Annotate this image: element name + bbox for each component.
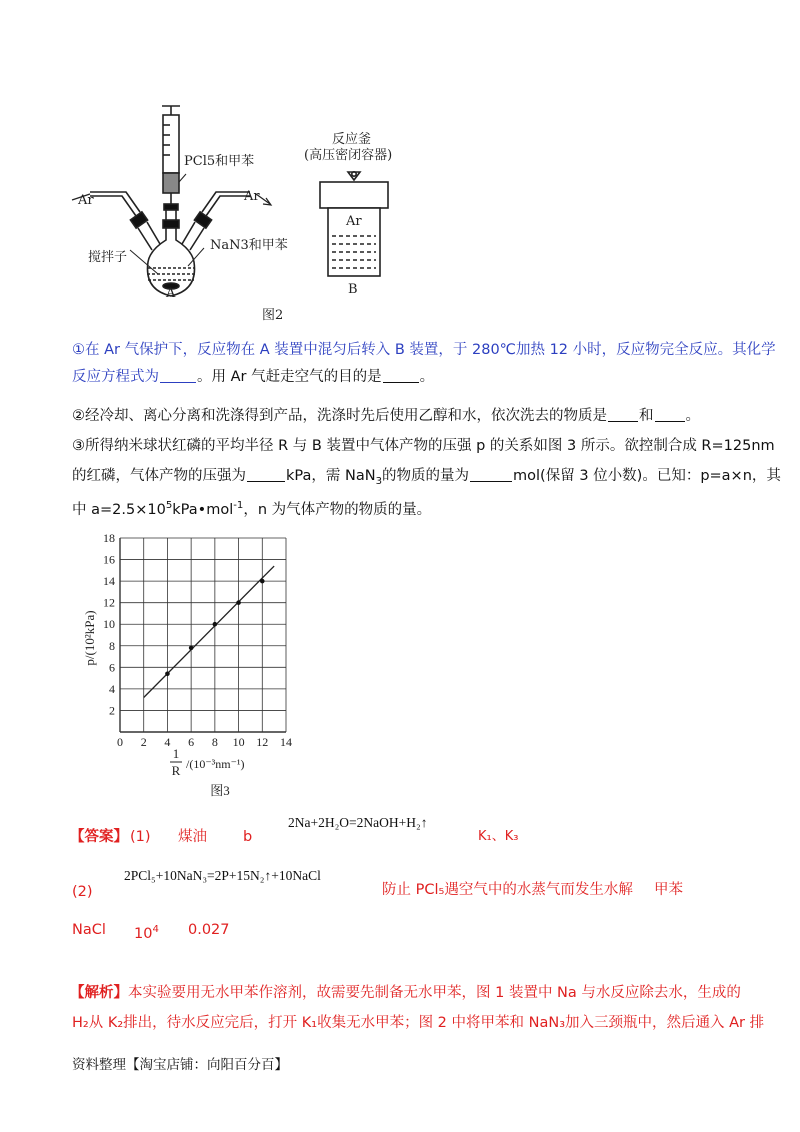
x-tick-label: 14 xyxy=(280,735,292,749)
answer-pressure-base: 10 xyxy=(134,925,153,942)
x-axis-label-denominator: R xyxy=(171,763,181,778)
answer-valves: K₁、K₃ xyxy=(478,829,519,844)
question-1-line-1: ①在 Ar 气保护下，反应物在 A 装置中混匀后转入 B 装置，于 280℃加热 12 小时，反应物完全反应。其化学 xyxy=(72,342,776,358)
label-stirrer: 搅拌子 xyxy=(88,250,128,265)
data-point xyxy=(165,672,170,677)
y-tick-label: 2 xyxy=(109,703,115,718)
q3-sup-minus-1: -1 xyxy=(233,500,244,511)
answer-blank xyxy=(470,467,512,482)
x-tick-label: 4 xyxy=(164,735,171,749)
x-tick-label: 8 xyxy=(211,735,218,749)
y-tick-label: 16 xyxy=(103,552,115,567)
data-point xyxy=(236,600,241,605)
q3-text-f: kPa•mol xyxy=(172,501,234,518)
label-ar-vessel: Ar xyxy=(346,214,362,229)
answer-label: 【答案】 xyxy=(70,829,128,845)
analysis-label: 【解析】 xyxy=(70,985,128,1001)
question-1-line-2 xyxy=(72,367,434,387)
y-tick-label: 8 xyxy=(109,638,115,653)
answer-equation-1: 2Na+2H₂O=2NaOH+H₂↑ xyxy=(288,815,428,830)
answer-prevent-hydrolysis: 防止 PCl₅遇空气中的水蒸气而发生水解 xyxy=(382,882,633,898)
q2-text-b: 和 xyxy=(639,408,654,424)
y-tick-label: 14 xyxy=(103,574,115,589)
label-ar-out: Ar xyxy=(244,189,260,204)
q3-text-d: mol(保留 3 位小数)。已知：p=a×n，其 xyxy=(513,468,781,484)
answer-blank xyxy=(160,368,196,383)
y-tick-label: 10 xyxy=(103,617,115,632)
y-tick-label: 4 xyxy=(109,681,115,696)
y-tick-label: 12 xyxy=(103,595,115,610)
question-3-line-3 xyxy=(72,496,431,520)
question-3-line-1: ③所得纳米球状红磷的平均半径 R 与 B 装置中气体产物的压强 p 的关系如图 3 所示。欲控制合成 R=125nm xyxy=(72,438,775,454)
data-point xyxy=(260,579,265,584)
chart-tick-labels xyxy=(103,531,292,749)
label-ar-in: Ar xyxy=(78,193,94,208)
q3-text-g: ，n 为气体产物的物质的量。 xyxy=(243,501,432,518)
q2-text-a: ②经冷却、离心分离和洗涤得到产品，洗涤时先后使用乙醇和水，依次洗去的物质是 xyxy=(72,408,607,424)
analysis-line-1 xyxy=(70,983,741,1003)
q3-sub-3: 3 xyxy=(375,475,383,487)
q3-sup-5: 5 xyxy=(165,500,173,511)
answer-kerosene: 煤油 xyxy=(178,829,207,845)
label-apparatus-a: A xyxy=(166,286,176,301)
q3-text-a: 的红磷，气体产物的压强为 xyxy=(72,468,246,484)
question-3-line-2 xyxy=(72,466,781,492)
label-reactor: 反应釜 xyxy=(332,132,372,147)
x-tick-label: 12 xyxy=(256,735,269,749)
answer-equation-2: 2PCl₅+10NaN₃=2P+15N₂↑+10NaCl xyxy=(124,868,321,883)
answer-blank xyxy=(608,407,638,422)
figure-2-caption: 图2 xyxy=(262,308,284,323)
fit-line xyxy=(144,566,274,697)
answer-b: b xyxy=(243,829,253,845)
answer-nacl: NaCl xyxy=(72,922,106,938)
answer-toluene: 甲苯 xyxy=(654,882,683,898)
x-tick-label: 2 xyxy=(140,735,147,749)
x-tick-label: 10 xyxy=(232,735,245,749)
answer-moles: 0.027 xyxy=(188,922,230,938)
chart-grid xyxy=(120,538,286,732)
q1-text-b: 。用 Ar 气赶走空气的目的是 xyxy=(197,369,382,385)
x-axis-label-numerator: 1 xyxy=(172,746,180,761)
label-nan3: NaN3和甲苯 xyxy=(210,238,288,253)
figure-2 xyxy=(70,100,430,325)
data-point xyxy=(189,646,194,651)
label-reactor-sub: (高压密闭容器) xyxy=(304,148,393,163)
answer-blank xyxy=(247,467,285,482)
page-footer: 资料整理【淘宝店铺：向阳百分百】 xyxy=(72,1057,288,1073)
y-tick-label: 18 xyxy=(103,531,115,545)
answer-number-2: (2) xyxy=(72,884,93,900)
answer-pressure xyxy=(134,920,159,944)
x-tick-label: 0 xyxy=(117,735,123,749)
y-tick-label: 6 xyxy=(109,660,115,675)
answer-blank xyxy=(655,407,685,422)
q3-text-e: 中 a=2.5×10 xyxy=(72,501,166,518)
answer-pressure-exp: 4 xyxy=(152,924,159,935)
q3-text-c: 的物质的量为 xyxy=(382,468,470,484)
q2-text-c: 。 xyxy=(685,408,700,424)
y-axis-label: p/(10²kPa) xyxy=(82,610,97,666)
label-apparatus-b: B xyxy=(348,282,358,297)
q3-text-b: kPa，需 NaN xyxy=(286,468,376,484)
answer-number-1: (1) xyxy=(130,829,151,845)
figure-3-caption: 图3 xyxy=(210,783,230,798)
q1-text-a: 反应方程式为 xyxy=(72,369,159,385)
x-axis-label-unit: /(10⁻³nm⁻¹) xyxy=(186,757,245,771)
label-pcl5: PCl5和甲苯 xyxy=(184,154,255,169)
apparatus-drawing xyxy=(70,100,430,325)
x-tick-label: 6 xyxy=(188,735,195,749)
data-point xyxy=(213,622,218,627)
question-2 xyxy=(72,406,700,426)
figure-3-chart xyxy=(72,530,312,800)
answer-blank xyxy=(383,368,419,383)
analysis-text-1: 本实验要用无水甲苯作溶剂，故需要先制备无水甲苯，图 1 装置中 Na 与水反应除去水，生成的 xyxy=(128,985,741,1001)
q1-text-c: 。 xyxy=(419,369,435,385)
analysis-line-2: H₂从 K₂排出，待水反应完后，打开 K₁收集无水甲苯；图 2 中将甲苯和 NaN₃加入三颈瓶中，然后通入 Ar 排 xyxy=(72,1015,765,1031)
